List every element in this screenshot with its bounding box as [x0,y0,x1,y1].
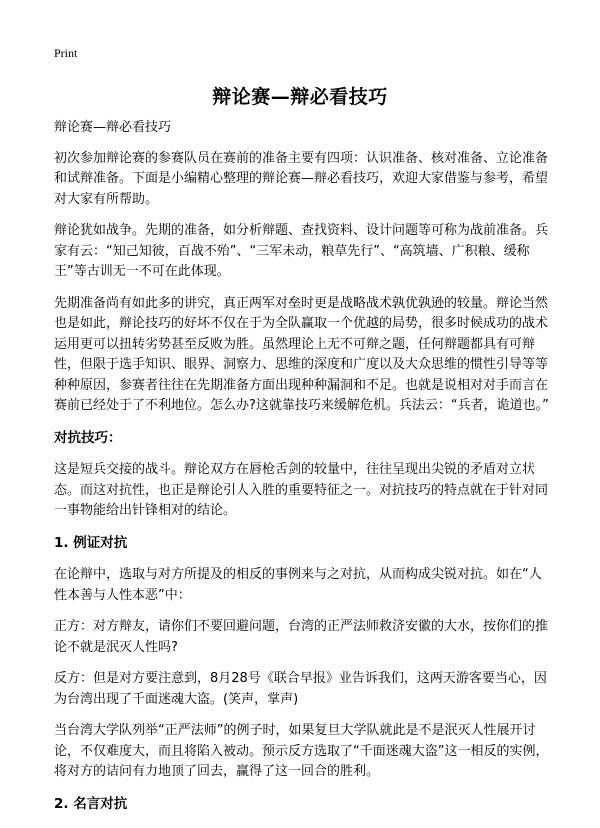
document-body [54,118,552,826]
subsection-paragraph: 当台湾大学队列举“正严法师”的例子时，如果复旦大学队就此是不是泯灭人性展开讨论，不仅难度大，而且将陷入被动。预示反方选取了“千面迷魂大盗”这一相反的实例，将对方的诘问有力地顶了回去，赢得了这一回合的胜利。 [54,723,549,779]
subsection-heading: 2. 名言对抗 [54,795,128,812]
intro-paragraph: 初次参加辩论赛的参赛队员在赛前的准备主要有四项：认识准备、核对准备、立论准备和试辩准备。下面是小编精心整理的辩论赛—辩必看技巧，欢迎大家借鉴与参考，希望对大家有所帮助。 [54,150,549,207]
document-title: 辩论赛—辩必看技巧 [212,86,388,108]
subsection-paragraph: 在论辩中，选取与对方所提及的相反的事例来与之对抗，从而构成尖锐对抗。如在“人性本善与人性本恶”中： [54,567,542,603]
intro-paragraph: 先期准备尚有如此多的讲究，真正两军对垒时更是战略战术孰优孰逊的较量。辩论当然也是如此，辩论技巧的好坏不仅在于为全队赢取一个优越的局势，很多时候成功的战术运用更可以扭转劣势甚至反败为胜。虽然理论上无不可辩之题，任何辩题都具有可辩性，但限于选手知识、眼界、洞察力、思维的深度和广度以及大众思维的惯性引导等等种种原因，参赛者往往在先期准备方面出现种种漏洞和不足。也就是说相对对手而言在赛前已经处于了不利地位。怎么办?这就靠技巧来缓解危机。兵法云：“兵者，诡道也。” [54,295,549,413]
print-link[interactable]: Print [54,46,78,60]
section-paragraph: 这是短兵交接的战斗。辩论双方在唇枪舌剑的较量中，往往呈现出尖锐的矛盾对立状态。而这对抗性，也正是辩论引人入胜的重要特征之一。对抗技巧的特点就在于针对同一事物能给出针锋相对的结论。 [54,462,549,518]
section-heading: 对抗技巧： [54,429,122,446]
subsection-heading: 1. 例证对抗 [54,534,128,551]
subsection-paragraph: 正方：对方辩友，请你们不要回避问题，台湾的正严法师救济安徽的大水，按你们的推论不就是泯灭人性吗? [54,619,549,655]
document-subtitle: 辩论赛—辩必看技巧 [54,120,172,135]
subsection-paragraph: 反方：但是对方要注意到，8月28号《联合早报》业告诉我们，这两天游客要当心，因为台湾出现了千面迷魂大盗。(笑声，掌声) [54,671,547,707]
intro-paragraph: 辩论犹如战争。先期的准备，如分析辩题、查找资料、设计问题等可称为战前准备。兵家有云：“知己知彼，百战不殆”、“三军未动，粮草先行”、“高筑墙、广积粮、缓称王”等古训无一不可在此体现。 [54,223,549,279]
